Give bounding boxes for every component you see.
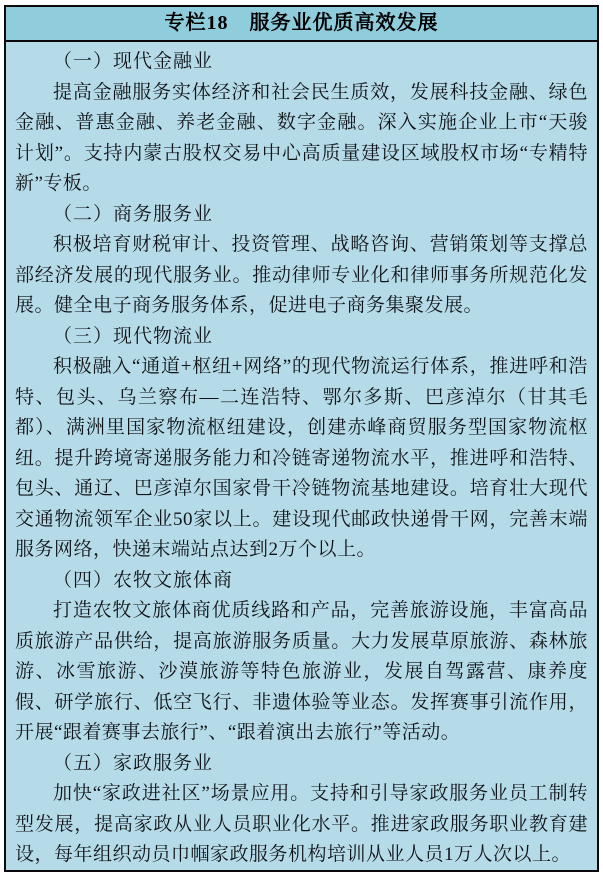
column-box-header [6, 7, 597, 42]
section-paragraph: 积极培育财税审计、投资管理、战略咨询、营销策划等支撑总部经济发展的现代服务业。推动律师专业化和律师事务所规范化发展。健全电子商务服务体系，促进电子商务集聚发展。 [15, 234, 588, 316]
column-box [4, 5, 599, 872]
column-box-body [6, 42, 597, 870]
section-business-services [15, 200, 588, 322]
section-modern-finance [15, 47, 588, 200]
section-paragraph: 提高金融服务实体经济和社会民生质效，发展科技金融、绿色金融、普惠金融、养老金融、数字金融。深入实施企业上市“天骏计划”。支持内蒙古股权交易中心高质量建设区域股权市场“专精特新”专板。 [15, 81, 588, 194]
section-heading: （三）现代物流业 [53, 325, 214, 347]
section-heading: （一）现代金融业 [53, 51, 214, 72]
section-heading: （四）农牧文旅体商 [53, 569, 234, 591]
section-paragraph: 积极融入“通道+枢纽+网络”的现代物流运行体系，推进呼和浩特、包头、乌兰察布—二连浩特、鄂尔多斯、巴彦淖尔（甘其毛都）、满洲里国家物流枢纽建设，创建赤峰商贸服务型国家物流枢纽。提升跨境寄递服务能力和冷链寄递物流水平，推进呼和浩特、包头、通辽、巴彦淖尔国家骨干冷链物流基地建设。培育壮大现代交通物流领军企业50家以上。建设现代邮政快递骨干网，完善末端服务网络，快递末端站点达到2万个以上。 [15, 356, 588, 560]
section-paragraph: 加快“家政进社区”场景应用。支持和引导家政服务业员工制转型发展，提高家政从业人员职业化水平。推进家政服务职业教育建设，每年组织动员巾帼家政服务机构培训从业人员1万人次以上。 [15, 783, 588, 865]
section-heading: （二）商务服务业 [53, 203, 214, 225]
section-agri-culture-tourism [15, 566, 588, 749]
section-heading: （五）家政服务业 [53, 752, 214, 774]
section-domestic-services [15, 749, 588, 871]
section-paragraph: 打造农牧文旅体商优质线路和产品，完善旅游设施，丰富高品质旅游产品供给，提高旅游服务质量。大力发展草原旅游、森林旅游、冰雪旅游、沙漠旅游等特色旅游业，发展自驾露营、康养度假、研学旅行、低空飞行、非遗体验等业态。发挥赛事引流作用，开展“跟着赛事去旅行”、“跟着演出去旅行”等活动。 [15, 600, 588, 743]
section-modern-logistics [15, 322, 588, 566]
column-box-title: 专栏18 服务业优质高效发展 [164, 12, 439, 34]
